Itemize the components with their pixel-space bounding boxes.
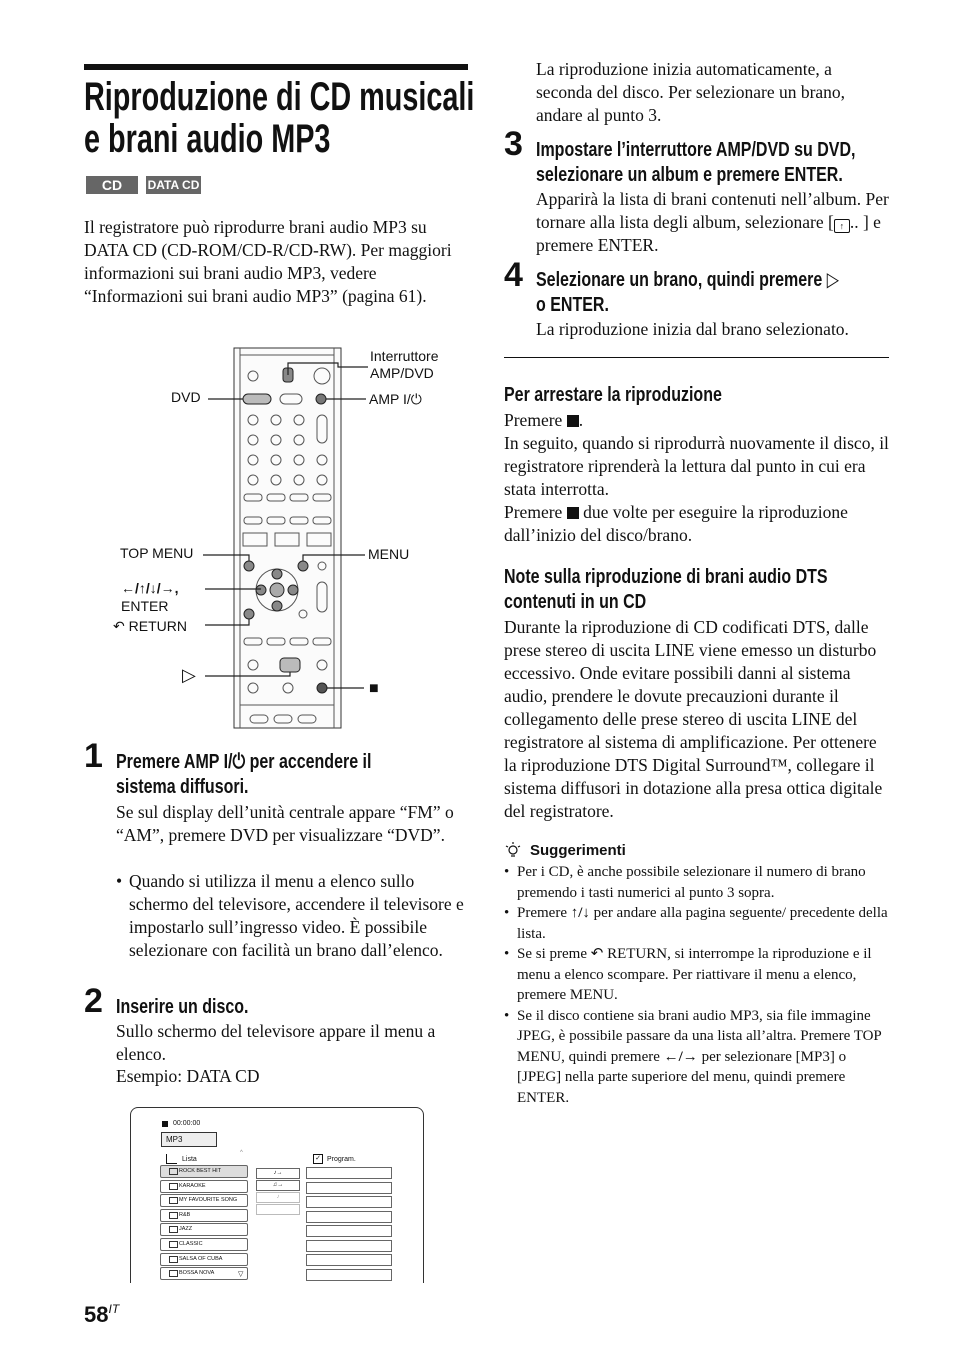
up-down-arrow-icon: ↑/↓	[570, 905, 590, 921]
step2-example: Esempio: DATA CD	[116, 1066, 260, 1086]
album-up-icon: ↑	[834, 219, 850, 233]
label-amp: AMP I/⏻	[369, 391, 422, 407]
list-item: CLASSIC	[160, 1238, 248, 1251]
intro-text: Il registratore può riprodurre brani audio MP3 su DATA CD (CD-ROM/CD-R/CD-RW). Per maggiori informazioni sui brani audio MP3, vedere “Informazioni sui brani audio MP3” (pagina 61).	[84, 217, 452, 306]
add-all-button: ♫→	[256, 1180, 300, 1191]
list-item: R&B	[160, 1209, 248, 1222]
step4-number: 4	[504, 256, 523, 294]
step2-number: 2	[84, 982, 103, 1020]
badge-cd: CD	[86, 176, 138, 194]
scroll-down-icon: ▽	[238, 1271, 244, 1278]
stop-body: Premere . In seguito, quando si riprodurrà nuovamente il disco, il registratore riprenderà la lettura dal punto in cui era stata interrotta. Premere due volte per eseguire la riproduzione dall’inizio del disco/brano.	[504, 410, 889, 545]
tips-list	[504, 862, 890, 1108]
tip-item: • Premere ↑/↓ per andare alla pagina seguente/ precedente della lista.	[504, 903, 890, 944]
title-rule	[84, 64, 468, 70]
program-slots	[306, 1167, 392, 1283]
stop-icon	[567, 507, 579, 519]
step1-bullet	[116, 870, 472, 962]
dts-heading: Note sulla riproduzione di brani audio DTS contenuti in un CD	[504, 566, 828, 613]
list-icon	[166, 1154, 177, 1164]
screen-list-label: Lista	[182, 1156, 197, 1163]
step2-body: Sullo schermo del televisore appare il menu a elenco.	[116, 1021, 436, 1064]
remove-all-button	[256, 1204, 300, 1215]
step1-heading: Premere AMP I/⏻ per accendere il sistema diffusori.	[116, 751, 372, 798]
section-divider	[504, 357, 889, 358]
tip-item: • Se il disco contiene sia brani audio MP3, sia file immagine JPEG, è possibile passare da una lista all’altra. Premere TOP MENU, quindi premere ←/→ per selezionare [MP3] o [JPEG] nella parte superiore del menu, quindi premere ENTER.	[504, 1006, 890, 1109]
screen-program-label: Program.	[327, 1156, 356, 1163]
label-switch: Interruttore AMP/DVD	[370, 348, 439, 381]
page-suffix: IT	[108, 1302, 120, 1316]
remove-track-button: ♪	[256, 1192, 300, 1203]
list-item: ROCK BEST HIT	[160, 1165, 248, 1178]
list-item: KARAOKE	[160, 1180, 248, 1193]
step1-bullet-item: • Quando si utilizza il menu a elenco sullo schermo del televisore, accendere il televisore e impostarlo sull’ingresso video. È possibile selezionare con facilità un brano dall’elenco.	[116, 870, 472, 962]
page-number: $58^{IT}$	[84, 1302, 120, 1327]
screen-time: 00:00:00	[173, 1120, 201, 1127]
step1-number: 1	[84, 737, 103, 775]
dts-body: Durante la riproduzione di CD codificati DTS, dalle prese stereo di uscita LINE viene emesso un disturbo eccessivo. Onde evitare possibili danni al sistema audio, prendere le dovute precauzioni durante il collegamento delle prese stereo di uscita LINE del registratore al sistema di amplificazione. Per ottenere la riproduzione DTS Digital Surround™, collegare il sistema diffusori in dotazione alla presa ottica digitale del registratore.	[504, 617, 883, 821]
label-menu: MENU	[368, 546, 410, 562]
tip-item: • Per i CD, è anche possibile selezionare il numero di brano premendo i tasti numerici al punto 3 sopra.	[504, 862, 890, 903]
screen-example	[130, 1107, 424, 1283]
label-stop: ■	[369, 680, 379, 697]
step3-body: Apparirà la lista di brani contenuti nell’album. Per tornare alla lista degli album, selezionare [ ↑ .. ] e premere ENTER.	[536, 189, 889, 255]
list-item: BOSSA NOVA	[160, 1267, 248, 1280]
screen-mode: MP3	[161, 1132, 217, 1147]
step3-number: 3	[504, 125, 523, 163]
page-title: Riproduzione di CD musicali e brani audio MP3	[84, 75, 475, 161]
scroll-up-icon: ^	[240, 1150, 243, 1156]
label-arrows: ←/↑/↓/→,	[121, 580, 179, 596]
screen-list	[160, 1165, 248, 1282]
top-text: La riproduzione inizia automaticamente, a seconda del disco. Per selezionare un brano, andare al punto 3.	[536, 59, 846, 125]
return-icon: ↶	[590, 946, 604, 962]
tip-item: • Se si preme ↶ RETURN, si interrompe la riproduzione e il menu a elenco scompare. Per riattivare il menu a elenco, premere MENU.	[504, 944, 890, 1006]
screen-stop-icon	[162, 1121, 168, 1127]
step4-heading: Selezionare un brano, quindi premere ▷ o ENTER.	[536, 269, 840, 316]
add-track-button: ♪→	[256, 1168, 300, 1179]
step3-heading: Impostare l’interruttore AMP/DVD su DVD, selezionare un album e premere ENTER.	[536, 139, 856, 186]
stop-icon	[567, 415, 579, 427]
tips-heading: Suggerimenti	[530, 842, 626, 859]
step4-body: La riproduzione inizia dal brano selezionato.	[536, 319, 849, 339]
left-right-arrow-icon: ←/→	[663, 1048, 698, 1065]
list-item: MY FAVOURITE SONG	[160, 1194, 248, 1207]
label-return: ↶ RETURN	[113, 618, 187, 634]
label-dvd: DVD	[171, 389, 201, 405]
step1-body: Se sul display dell’unità centrale appare “FM” o “AM”, premere DVD per visualizzare “DVD”.	[116, 802, 454, 845]
stop-heading: Per arrestare la riproduzione	[504, 384, 722, 406]
label-play: ▷	[182, 665, 196, 685]
step2-heading: Inserire un disco.	[116, 996, 249, 1018]
label-enter: ENTER	[121, 598, 169, 614]
lightbulb-icon	[504, 841, 522, 859]
list-item: SALSA OF CUBA	[160, 1253, 248, 1266]
list-item: JAZZ	[160, 1223, 248, 1236]
badge-datacd: DATA CD	[147, 178, 200, 192]
check-icon: ✓	[313, 1154, 323, 1164]
label-top-menu: TOP MENU	[120, 545, 194, 561]
